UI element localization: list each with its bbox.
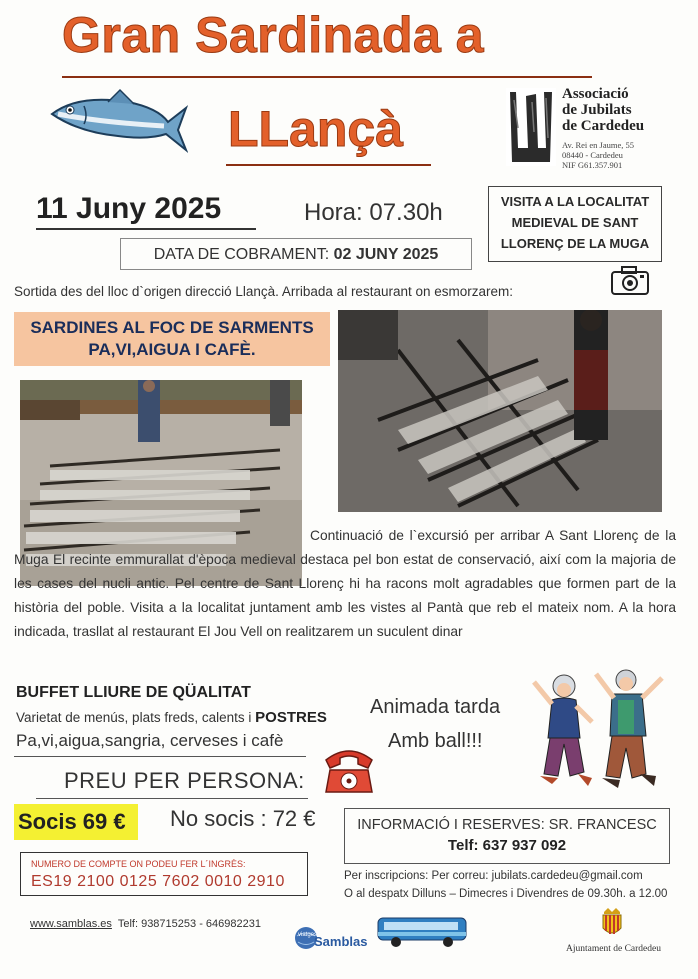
bank-account-box [20, 852, 308, 896]
collection-label: DATA DE COBRAMENT: [153, 246, 330, 263]
price-label: PREU PER PERSONA: [64, 768, 305, 793]
grill-closeup-photo [338, 310, 662, 512]
visit-info-box [488, 186, 662, 262]
telephone-icon [320, 742, 378, 796]
breakfast-line: SARDINES AL FOC DE SARMENTS [30, 318, 314, 337]
reservations-phone: Telf: 637 937 092 [447, 837, 567, 854]
camera-icon [610, 264, 650, 296]
association-address [562, 140, 692, 170]
visit-line: LLORENÇ DE LA MUGA [500, 236, 650, 251]
tree-trunk-logo [506, 88, 556, 166]
samblas-logo [294, 922, 372, 954]
title-line-2: LLançà [228, 101, 404, 157]
buffet-line-2: Pa,vi,aigua,sangria, cerveses i cafè [16, 731, 284, 750]
collection-date-box [120, 238, 472, 270]
council-name: Ajuntament de Cardedeu [566, 944, 661, 954]
buffet-line-1-text: Varietat de menús, plats freds, calents i [16, 710, 252, 725]
association-name-line: de Cardedeu [562, 118, 645, 134]
title-line-1: Gran Sardinada a [62, 7, 485, 63]
intro-text: Sortida des del lloc d`origen direcció Llançà. Arribada al restaurant on esmorzarem: [14, 284, 514, 299]
price-underline [36, 798, 308, 799]
breakfast-line: PA,VI,AIGUA I CAFÈ. [88, 340, 256, 359]
address-line: Av. Rei en Jaume, 55 [562, 140, 634, 150]
visit-line: MEDIEVAL DE SANT [511, 215, 639, 230]
afternoon-line-2: Amb ball!!! [388, 730, 483, 752]
sardine-icon [48, 88, 188, 158]
association-name [562, 86, 682, 134]
afternoon-line-1: Animada tarda [370, 696, 501, 718]
buffet-line-1-bold: POSTRES [255, 709, 327, 726]
dancing-seniors-illustration [522, 664, 672, 806]
footer-phones: Telf: 938715253 - 646982231 [117, 918, 261, 930]
description-part-2: majoria de les cases del nucli antic. Pel centre de Sant Llorenç hi ha racons molt agradables que formen part de la història del poble. Visita a la localitat juntament amb les vistes al Pantà que reb el mateix nom. A la hora indicada, trasllat al restaurant El Jou Vell on realitzarem un suculent dinar [14, 552, 676, 639]
footer-contact [30, 918, 261, 930]
collection-date: 02 JUNY 2025 [333, 246, 439, 263]
title-underline-1 [62, 76, 592, 78]
reservations-title: INFORMACIÓ I RESERVES: SR. FRANCESC [357, 817, 657, 833]
title-underline-2 [226, 164, 431, 166]
non-members-price: No socis : 72 € [170, 806, 316, 831]
bank-account-number: ES19 2100 0125 7602 0010 2910 [31, 873, 285, 890]
buffet-underline [14, 756, 306, 757]
date-underline [36, 228, 256, 230]
samblas-name: Samblas [314, 934, 368, 949]
website-link[interactable]: www.samblas.es [30, 918, 112, 930]
bank-account-label: NUMERO DE COMPTE ON PODEU FER L´INGRÈS: [31, 859, 246, 869]
visit-line: VISITA A LA LOCALITAT [500, 194, 650, 209]
samblas-small-text: viatges [298, 932, 318, 938]
association-name-line: de Jubilats [562, 102, 632, 118]
nif-line: NIF G61.357.901 [562, 160, 623, 170]
excursion-description [14, 524, 676, 644]
office-hours: O al despatx Dilluns – Dimecres i Divendres de 09.30h. a 12.00 [344, 888, 668, 900]
council-crest-icon [600, 906, 624, 938]
buffet-title: BUFFET LLIURE DE QÜALITAT [16, 684, 251, 701]
buffet-line-1 [16, 709, 327, 726]
event-time: Hora: 07.30h [304, 199, 443, 226]
bus-icon [376, 914, 470, 948]
members-price: Socis 69 € [14, 804, 138, 840]
address-line: 08440 - Cardedeu [562, 150, 623, 160]
breakfast-box [14, 312, 330, 366]
description-part-1: Continuació de l`excursió per arribar A Sant Llorenç de la Muga El recinte emmurallat d'època medieval destaca pel bon estat de conservació, així com la [14, 528, 676, 567]
reservations-box [344, 808, 670, 864]
event-date: 11 Juny 2025 [36, 192, 222, 225]
registration-email: Per inscripcions: Per correu: jubilats.cardedeu@gmail.com [344, 870, 643, 882]
association-name-line: Associació [562, 86, 629, 102]
